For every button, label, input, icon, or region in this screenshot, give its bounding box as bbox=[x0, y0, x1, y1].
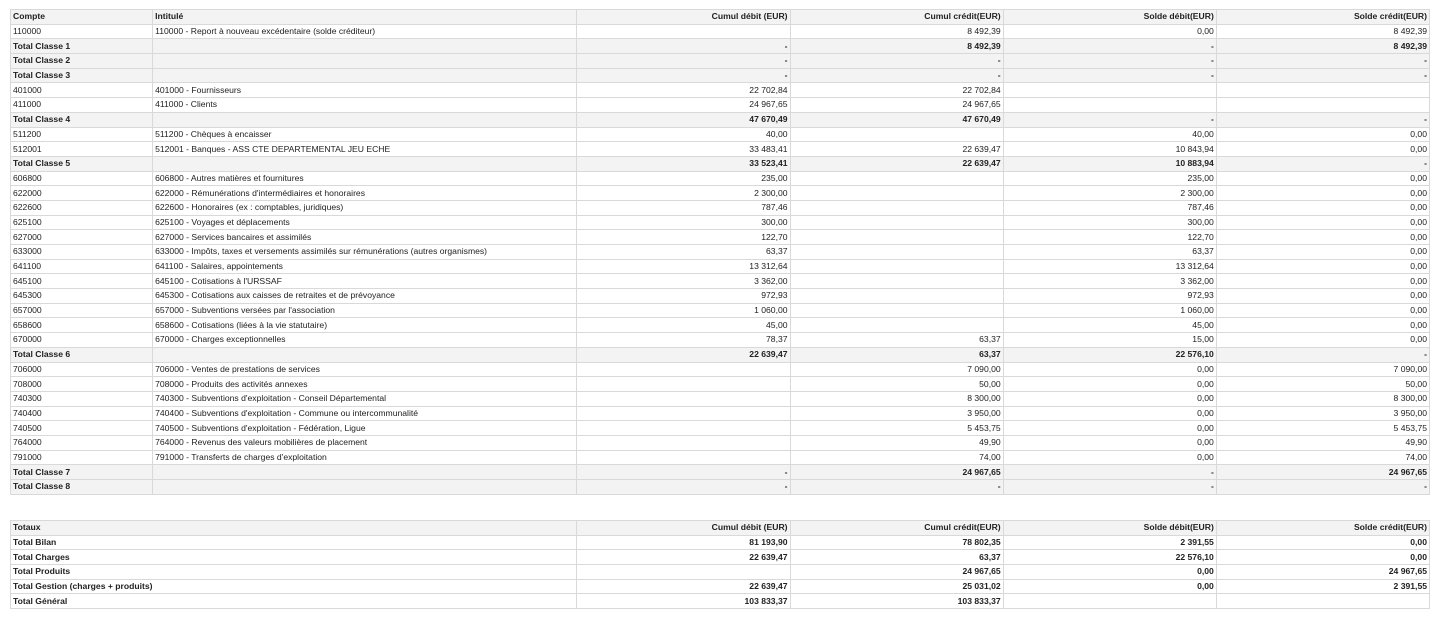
compte-cell: Total Classe 4 bbox=[11, 112, 153, 127]
cumul-credit-cell: - bbox=[790, 480, 1003, 495]
account-row bbox=[11, 171, 1430, 186]
cumul-debit-cell: - bbox=[577, 465, 790, 480]
cumul-debit-cell bbox=[577, 435, 790, 450]
cumul-credit-cell: 8 492,39 bbox=[790, 39, 1003, 54]
intitule-cell: 625100 - Voyages et déplacements bbox=[153, 215, 577, 230]
cumul-credit-cell: 22 639,47 bbox=[790, 156, 1003, 171]
account-row bbox=[11, 406, 1430, 421]
solde-debit-cell: 10 883,94 bbox=[1003, 156, 1216, 171]
account-row bbox=[11, 421, 1430, 436]
totals-header-cumul-debit: Cumul débit (EUR) bbox=[577, 521, 790, 536]
solde-credit-cell: 7 090,00 bbox=[1216, 362, 1429, 377]
account-row bbox=[11, 333, 1430, 348]
compte-cell: 740500 bbox=[11, 421, 153, 436]
compte-cell: 401000 bbox=[11, 83, 153, 98]
compte-cell: Total Classe 1 bbox=[11, 39, 153, 54]
header-cumul-credit: Cumul crédit(EUR) bbox=[790, 10, 1003, 25]
solde-credit-cell: 49,90 bbox=[1216, 435, 1429, 450]
cumul-credit-cell bbox=[790, 186, 1003, 201]
cumul-credit-cell bbox=[790, 245, 1003, 260]
cumul-debit-cell bbox=[577, 377, 790, 392]
solde-credit-cell: 0,00 bbox=[1216, 127, 1429, 142]
cumul-credit-cell bbox=[790, 215, 1003, 230]
solde-debit-cell: 0,00 bbox=[1003, 406, 1216, 421]
intitule-cell: 670000 - Charges exceptionnelles bbox=[153, 333, 577, 348]
compte-cell: 740400 bbox=[11, 406, 153, 421]
account-row bbox=[11, 318, 1430, 333]
cumul-debit-cell: - bbox=[577, 480, 790, 495]
totals-label-cell: Total Général bbox=[11, 594, 577, 609]
compte-cell: Total Classe 6 bbox=[11, 347, 153, 362]
account-row bbox=[11, 274, 1430, 289]
cumul-credit-cell: 47 670,49 bbox=[790, 112, 1003, 127]
solde-credit-cell: - bbox=[1216, 347, 1429, 362]
compte-cell: Total Classe 8 bbox=[11, 480, 153, 495]
balance-header-row bbox=[11, 10, 1430, 25]
totals-header-label: Totaux bbox=[11, 521, 577, 536]
totals-cumul-credit-cell: 103 833,37 bbox=[790, 594, 1003, 609]
intitule-cell: 740400 - Subventions d'exploitation - Commune ou intercommunalité bbox=[153, 406, 577, 421]
cumul-credit-cell: 22 639,47 bbox=[790, 142, 1003, 157]
cumul-credit-cell: 63,37 bbox=[790, 347, 1003, 362]
solde-credit-cell: 0,00 bbox=[1216, 171, 1429, 186]
cumul-debit-cell: 1 060,00 bbox=[577, 303, 790, 318]
totals-row bbox=[11, 594, 1430, 609]
totals-cumul-debit-cell: 22 639,47 bbox=[577, 550, 790, 565]
solde-debit-cell: 787,46 bbox=[1003, 200, 1216, 215]
cumul-debit-cell: 45,00 bbox=[577, 318, 790, 333]
solde-debit-cell: 13 312,64 bbox=[1003, 259, 1216, 274]
compte-cell: 511200 bbox=[11, 127, 153, 142]
solde-credit-cell: 0,00 bbox=[1216, 289, 1429, 304]
totals-solde-debit-cell: 0,00 bbox=[1003, 565, 1216, 580]
account-row bbox=[11, 186, 1430, 201]
balance-body bbox=[11, 24, 1430, 494]
account-row bbox=[11, 289, 1430, 304]
header-compte: Compte bbox=[11, 10, 153, 25]
intitule-cell bbox=[153, 112, 577, 127]
account-row bbox=[11, 435, 1430, 450]
account-row bbox=[11, 245, 1430, 260]
account-row bbox=[11, 200, 1430, 215]
compte-cell: 670000 bbox=[11, 333, 153, 348]
solde-credit-cell: 0,00 bbox=[1216, 186, 1429, 201]
cumul-credit-cell: 24 967,65 bbox=[790, 465, 1003, 480]
compte-cell: 658600 bbox=[11, 318, 153, 333]
intitule-cell: 622000 - Rémunérations d'intermédiaires et honoraires bbox=[153, 186, 577, 201]
cumul-credit-cell: 7 090,00 bbox=[790, 362, 1003, 377]
solde-debit-cell: 0,00 bbox=[1003, 450, 1216, 465]
solde-credit-cell: 0,00 bbox=[1216, 215, 1429, 230]
intitule-cell bbox=[153, 54, 577, 69]
account-row bbox=[11, 391, 1430, 406]
solde-credit-cell: 8 300,00 bbox=[1216, 391, 1429, 406]
compte-cell: 706000 bbox=[11, 362, 153, 377]
totals-solde-credit-cell: 24 967,65 bbox=[1216, 565, 1429, 580]
totals-cumul-credit-cell: 78 802,35 bbox=[790, 535, 1003, 550]
intitule-cell: 708000 - Produits des activités annexes bbox=[153, 377, 577, 392]
compte-cell: 645100 bbox=[11, 274, 153, 289]
solde-debit-cell: 300,00 bbox=[1003, 215, 1216, 230]
intitule-cell bbox=[153, 156, 577, 171]
class-total-row bbox=[11, 465, 1430, 480]
totals-label-cell: Total Bilan bbox=[11, 535, 577, 550]
cumul-credit-cell: 8 492,39 bbox=[790, 24, 1003, 39]
compte-cell: Total Classe 3 bbox=[11, 68, 153, 83]
solde-credit-cell: - bbox=[1216, 54, 1429, 69]
compte-cell: 622600 bbox=[11, 200, 153, 215]
totals-label-cell: Total Gestion (charges + produits) bbox=[11, 579, 577, 594]
cumul-credit-cell bbox=[790, 289, 1003, 304]
solde-debit-cell: - bbox=[1003, 39, 1216, 54]
totals-cumul-debit-cell: 103 833,37 bbox=[577, 594, 790, 609]
header-solde-debit: Solde débit(EUR) bbox=[1003, 10, 1216, 25]
compte-cell: 791000 bbox=[11, 450, 153, 465]
solde-credit-cell: 8 492,39 bbox=[1216, 39, 1429, 54]
totals-solde-credit-cell bbox=[1216, 594, 1429, 609]
solde-debit-cell: 0,00 bbox=[1003, 377, 1216, 392]
totals-solde-credit-cell: 0,00 bbox=[1216, 550, 1429, 565]
totals-solde-debit-cell: 2 391,55 bbox=[1003, 535, 1216, 550]
totals-cumul-debit-cell: 81 193,90 bbox=[577, 535, 790, 550]
compte-cell: 633000 bbox=[11, 245, 153, 260]
solde-credit-cell: 74,00 bbox=[1216, 450, 1429, 465]
solde-debit-cell: 0,00 bbox=[1003, 362, 1216, 377]
cumul-debit-cell: 47 670,49 bbox=[577, 112, 790, 127]
solde-credit-cell: 0,00 bbox=[1216, 333, 1429, 348]
header-intitule: Intitulé bbox=[153, 10, 577, 25]
totals-label-cell: Total Produits bbox=[11, 565, 577, 580]
compte-cell: 625100 bbox=[11, 215, 153, 230]
cumul-debit-cell: 40,00 bbox=[577, 127, 790, 142]
intitule-cell bbox=[153, 39, 577, 54]
solde-credit-cell bbox=[1216, 98, 1429, 113]
class-total-row bbox=[11, 39, 1430, 54]
cumul-debit-cell: 33 483,41 bbox=[577, 142, 790, 157]
solde-debit-cell: 0,00 bbox=[1003, 435, 1216, 450]
intitule-cell: 512001 - Banques - ASS CTE DEPARTEMENTAL JEU ECHE bbox=[153, 142, 577, 157]
totals-row bbox=[11, 565, 1430, 580]
cumul-debit-cell: - bbox=[577, 39, 790, 54]
cumul-debit-cell: 3 362,00 bbox=[577, 274, 790, 289]
compte-cell: 512001 bbox=[11, 142, 153, 157]
intitule-cell: 110000 - Report à nouveau excédentaire (solde créditeur) bbox=[153, 24, 577, 39]
solde-debit-cell: 0,00 bbox=[1003, 391, 1216, 406]
cumul-credit-cell: 74,00 bbox=[790, 450, 1003, 465]
account-row bbox=[11, 24, 1430, 39]
cumul-debit-cell: 787,46 bbox=[577, 200, 790, 215]
class-total-row bbox=[11, 480, 1430, 495]
cumul-debit-cell: - bbox=[577, 68, 790, 83]
intitule-cell bbox=[153, 347, 577, 362]
totals-header-solde-debit: Solde débit(EUR) bbox=[1003, 521, 1216, 536]
intitule-cell bbox=[153, 68, 577, 83]
cumul-credit-cell: 49,90 bbox=[790, 435, 1003, 450]
account-row bbox=[11, 259, 1430, 274]
compte-cell: Total Classe 5 bbox=[11, 156, 153, 171]
solde-credit-cell: 0,00 bbox=[1216, 142, 1429, 157]
totals-cumul-debit-cell bbox=[577, 565, 790, 580]
totals-cumul-debit-cell: 22 639,47 bbox=[577, 579, 790, 594]
cumul-debit-cell: 63,37 bbox=[577, 245, 790, 260]
cumul-credit-cell: 5 453,75 bbox=[790, 421, 1003, 436]
balance-table bbox=[10, 9, 1430, 495]
cumul-credit-cell bbox=[790, 303, 1003, 318]
solde-credit-cell bbox=[1216, 83, 1429, 98]
intitule-cell: 645300 - Cotisations aux caisses de retraites et de prévoyance bbox=[153, 289, 577, 304]
account-row bbox=[11, 98, 1430, 113]
compte-cell: 645300 bbox=[11, 289, 153, 304]
solde-debit-cell: 0,00 bbox=[1003, 24, 1216, 39]
account-row bbox=[11, 142, 1430, 157]
solde-credit-cell: 8 492,39 bbox=[1216, 24, 1429, 39]
solde-credit-cell: 0,00 bbox=[1216, 274, 1429, 289]
solde-credit-cell: - bbox=[1216, 156, 1429, 171]
compte-cell: Total Classe 7 bbox=[11, 465, 153, 480]
intitule-cell: 658600 - Cotisations (liées à la vie statutaire) bbox=[153, 318, 577, 333]
cumul-debit-cell: 122,70 bbox=[577, 230, 790, 245]
intitule-cell: 641100 - Salaires, appointements bbox=[153, 259, 577, 274]
solde-credit-cell: 3 950,00 bbox=[1216, 406, 1429, 421]
solde-debit-cell: 972,93 bbox=[1003, 289, 1216, 304]
intitule-cell: 633000 - Impôts, taxes et versements assimilés sur rémunérations (autres organismes) bbox=[153, 245, 577, 260]
cumul-debit-cell bbox=[577, 421, 790, 436]
solde-credit-cell: 0,00 bbox=[1216, 245, 1429, 260]
compte-cell: 641100 bbox=[11, 259, 153, 274]
compte-cell: 740300 bbox=[11, 391, 153, 406]
solde-debit-cell: 10 843,94 bbox=[1003, 142, 1216, 157]
cumul-debit-cell: 33 523,41 bbox=[577, 156, 790, 171]
totals-body bbox=[11, 535, 1430, 608]
header-cumul-debit: Cumul débit (EUR) bbox=[577, 10, 790, 25]
cumul-credit-cell: 50,00 bbox=[790, 377, 1003, 392]
cumul-credit-cell: 3 950,00 bbox=[790, 406, 1003, 421]
cumul-debit-cell: 24 967,65 bbox=[577, 98, 790, 113]
totals-row bbox=[11, 579, 1430, 594]
intitule-cell: 740500 - Subventions d'exploitation - Fédération, Ligue bbox=[153, 421, 577, 436]
cumul-debit-cell: 300,00 bbox=[577, 215, 790, 230]
totals-solde-debit-cell: 0,00 bbox=[1003, 579, 1216, 594]
account-row bbox=[11, 377, 1430, 392]
cumul-debit-cell: 972,93 bbox=[577, 289, 790, 304]
intitule-cell: 791000 - Transferts de charges d'exploitation bbox=[153, 450, 577, 465]
solde-credit-cell: 24 967,65 bbox=[1216, 465, 1429, 480]
solde-debit-cell: 122,70 bbox=[1003, 230, 1216, 245]
totals-cumul-credit-cell: 24 967,65 bbox=[790, 565, 1003, 580]
cumul-credit-cell bbox=[790, 171, 1003, 186]
intitule-cell bbox=[153, 480, 577, 495]
cumul-credit-cell: 24 967,65 bbox=[790, 98, 1003, 113]
solde-debit-cell: 0,00 bbox=[1003, 421, 1216, 436]
compte-cell: 627000 bbox=[11, 230, 153, 245]
compte-cell: 764000 bbox=[11, 435, 153, 450]
cumul-credit-cell: 22 702,84 bbox=[790, 83, 1003, 98]
totals-row bbox=[11, 535, 1430, 550]
class-total-row bbox=[11, 68, 1430, 83]
solde-debit-cell: 15,00 bbox=[1003, 333, 1216, 348]
compte-cell: 110000 bbox=[11, 24, 153, 39]
cumul-debit-cell bbox=[577, 406, 790, 421]
solde-debit-cell bbox=[1003, 83, 1216, 98]
cumul-debit-cell: 13 312,64 bbox=[577, 259, 790, 274]
class-total-row bbox=[11, 156, 1430, 171]
totals-header-cumul-credit: Cumul crédit(EUR) bbox=[790, 521, 1003, 536]
cumul-debit-cell bbox=[577, 450, 790, 465]
account-row bbox=[11, 303, 1430, 318]
compte-cell: 622000 bbox=[11, 186, 153, 201]
cumul-credit-cell bbox=[790, 318, 1003, 333]
solde-credit-cell: - bbox=[1216, 68, 1429, 83]
cumul-debit-cell: - bbox=[577, 54, 790, 69]
totals-row bbox=[11, 550, 1430, 565]
cumul-credit-cell bbox=[790, 230, 1003, 245]
totals-table bbox=[10, 520, 1430, 609]
intitule-cell: 411000 - Clients bbox=[153, 98, 577, 113]
solde-debit-cell: - bbox=[1003, 54, 1216, 69]
totals-header-row bbox=[11, 521, 1430, 536]
compte-cell: 606800 bbox=[11, 171, 153, 186]
cumul-debit-cell bbox=[577, 362, 790, 377]
solde-credit-cell: 0,00 bbox=[1216, 303, 1429, 318]
intitule-cell: 657000 - Subventions versées par l'association bbox=[153, 303, 577, 318]
solde-credit-cell: 50,00 bbox=[1216, 377, 1429, 392]
cumul-debit-cell: 235,00 bbox=[577, 171, 790, 186]
intitule-cell: 401000 - Fournisseurs bbox=[153, 83, 577, 98]
compte-cell: 411000 bbox=[11, 98, 153, 113]
solde-debit-cell: - bbox=[1003, 465, 1216, 480]
intitule-cell: 706000 - Ventes de prestations de services bbox=[153, 362, 577, 377]
cumul-debit-cell: 22 702,84 bbox=[577, 83, 790, 98]
solde-debit-cell bbox=[1003, 98, 1216, 113]
solde-credit-cell: 0,00 bbox=[1216, 230, 1429, 245]
cumul-debit-cell: 78,37 bbox=[577, 333, 790, 348]
intitule-cell: 606800 - Autres matières et fournitures bbox=[153, 171, 577, 186]
solde-credit-cell: - bbox=[1216, 480, 1429, 495]
totals-cumul-credit-cell: 25 031,02 bbox=[790, 579, 1003, 594]
cumul-credit-cell: 63,37 bbox=[790, 333, 1003, 348]
cumul-credit-cell: 8 300,00 bbox=[790, 391, 1003, 406]
account-row bbox=[11, 83, 1430, 98]
intitule-cell: 645100 - Cotisations à l'URSSAF bbox=[153, 274, 577, 289]
solde-debit-cell: 2 300,00 bbox=[1003, 186, 1216, 201]
solde-credit-cell: - bbox=[1216, 112, 1429, 127]
account-row bbox=[11, 362, 1430, 377]
totals-header-solde-credit: Solde crédit(EUR) bbox=[1216, 521, 1429, 536]
solde-credit-cell: 5 453,75 bbox=[1216, 421, 1429, 436]
solde-debit-cell: 45,00 bbox=[1003, 318, 1216, 333]
solde-credit-cell: 0,00 bbox=[1216, 259, 1429, 274]
intitule-cell: 511200 - Chèques à encaisser bbox=[153, 127, 577, 142]
solde-debit-cell: - bbox=[1003, 112, 1216, 127]
solde-debit-cell: - bbox=[1003, 480, 1216, 495]
cumul-credit-cell bbox=[790, 259, 1003, 274]
account-row bbox=[11, 215, 1430, 230]
cumul-credit-cell bbox=[790, 274, 1003, 289]
compte-cell: Total Classe 2 bbox=[11, 54, 153, 69]
cumul-credit-cell bbox=[790, 127, 1003, 142]
account-row bbox=[11, 127, 1430, 142]
solde-debit-cell: - bbox=[1003, 68, 1216, 83]
totals-cumul-credit-cell: 63,37 bbox=[790, 550, 1003, 565]
intitule-cell: 622600 - Honoraires (ex : comptables, juridiques) bbox=[153, 200, 577, 215]
solde-credit-cell: 0,00 bbox=[1216, 200, 1429, 215]
compte-cell: 708000 bbox=[11, 377, 153, 392]
totals-solde-credit-cell: 0,00 bbox=[1216, 535, 1429, 550]
totals-solde-debit-cell bbox=[1003, 594, 1216, 609]
solde-debit-cell: 40,00 bbox=[1003, 127, 1216, 142]
class-total-row bbox=[11, 347, 1430, 362]
totals-solde-credit-cell: 2 391,55 bbox=[1216, 579, 1429, 594]
cumul-debit-cell bbox=[577, 391, 790, 406]
account-row bbox=[11, 230, 1430, 245]
totals-solde-debit-cell: 22 576,10 bbox=[1003, 550, 1216, 565]
intitule-cell: 627000 - Services bancaires et assimilés bbox=[153, 230, 577, 245]
solde-debit-cell: 1 060,00 bbox=[1003, 303, 1216, 318]
totals-label-cell: Total Charges bbox=[11, 550, 577, 565]
solde-debit-cell: 3 362,00 bbox=[1003, 274, 1216, 289]
cumul-credit-cell: - bbox=[790, 68, 1003, 83]
solde-debit-cell: 235,00 bbox=[1003, 171, 1216, 186]
intitule-cell: 740300 - Subventions d'exploitation - Conseil Départemental bbox=[153, 391, 577, 406]
intitule-cell bbox=[153, 465, 577, 480]
solde-debit-cell: 22 576,10 bbox=[1003, 347, 1216, 362]
compte-cell: 657000 bbox=[11, 303, 153, 318]
solde-debit-cell: 63,37 bbox=[1003, 245, 1216, 260]
class-total-row bbox=[11, 54, 1430, 69]
cumul-credit-cell bbox=[790, 200, 1003, 215]
account-row bbox=[11, 450, 1430, 465]
class-total-row bbox=[11, 112, 1430, 127]
cumul-credit-cell: - bbox=[790, 54, 1003, 69]
header-solde-credit: Solde crédit(EUR) bbox=[1216, 10, 1429, 25]
intitule-cell: 764000 - Revenus des valeurs mobilières de placement bbox=[153, 435, 577, 450]
solde-credit-cell: 0,00 bbox=[1216, 318, 1429, 333]
cumul-debit-cell: 22 639,47 bbox=[577, 347, 790, 362]
cumul-debit-cell bbox=[577, 24, 790, 39]
cumul-debit-cell: 2 300,00 bbox=[577, 186, 790, 201]
